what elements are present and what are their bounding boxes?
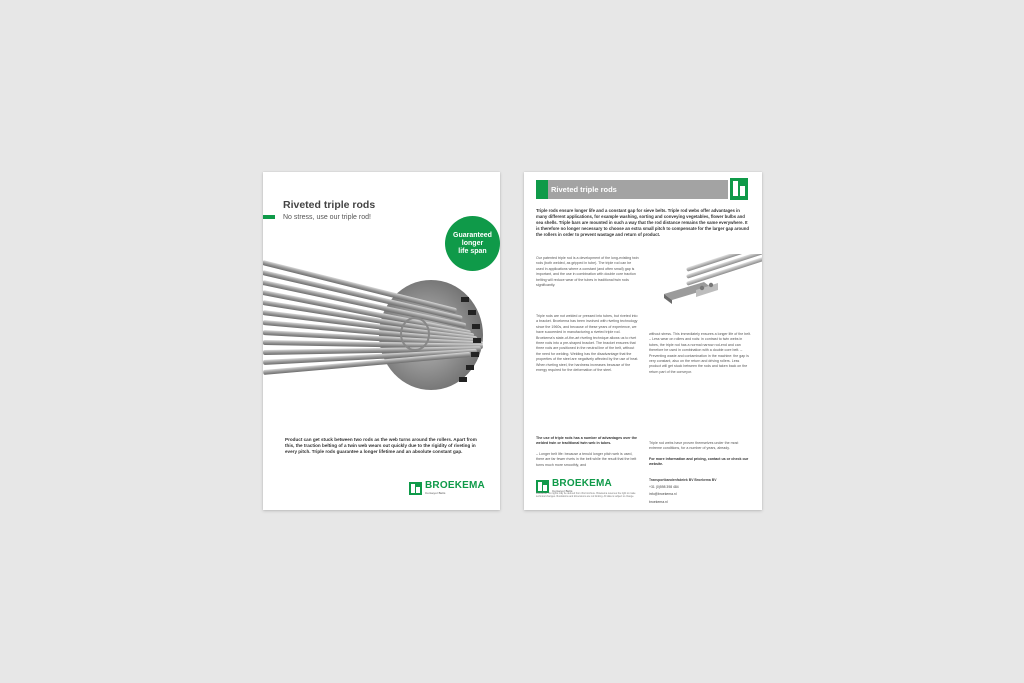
guarantee-badge xyxy=(445,216,500,271)
front-page xyxy=(263,172,500,510)
front-title: Riveted triple rods xyxy=(283,199,376,211)
badge-line-3: life span xyxy=(458,247,487,255)
conveyor-belt-illustration xyxy=(263,252,500,392)
body-column-1 xyxy=(536,256,639,293)
paragraph: without stress. This immediately ensures a longer life of the belt. – Less wear on rollers and rods: in contrast to twin webs in tubes, the triple rod has a normal narrow rod-end and can therefore be used in combination with a double core belt. – Preventing waste and contamination in the machine: the gap is very constant, also on the return and driving rollers. Less product will get stuck between the rods and taken back on the return part of the conveyor. xyxy=(649,332,752,374)
logo-tagline: Conveyor Belts xyxy=(425,491,446,495)
logo-wordmark: BROEKEMA xyxy=(552,478,612,489)
front-subtitle: No stress, use our triple rod! xyxy=(283,214,371,221)
broekema-logo xyxy=(409,481,485,495)
triple-rod-illustration xyxy=(656,254,762,314)
broekema-logo-icon xyxy=(409,482,422,495)
broekema-logo-icon xyxy=(536,480,549,493)
front-body-text: Product can get stuck between two rods as the web turns around the rollers. Apart from this, the traction belting of a twin web wears out quickly due to the rigidity of riveting in every pitch. Triple rods guarantee a longer lifetime and an absolute constant gap. xyxy=(285,437,477,455)
body-column-4 xyxy=(649,332,751,380)
paragraph: Our patented triple rod is a development of the long-existing twin rods (both welded, as gripped in tube). The triple rod can be used in applications where a constant (and often small) gap is important, and the use in combination with double core traction belting will reduce wear of the tubes in traditional twin rods significantly. xyxy=(536,256,639,288)
paragraph: Triple rods are not welded or pressed into tubes, but riveted into a bracket. Broekema has been involved with riveting technology since the 1960s, and because of these years of experience, we have succeeded in manufacturing a riveted triple rod. Broekema's state-of-the-art riveting technique allows us to rivet three rods into a pre-shaped bracket. The bracket ensures that three rods are positioned in the neutral line of the belt, without the need for welding. Welding has the disadvantage that the properties of the steel are negatively affected by the use of heat. When riveting steel, the hardness increases because of the energy required for the deformation of the steel. xyxy=(536,314,639,373)
paragraph: Triple rod webs have proven themselves under the most extreme conditions, for a number of years, already. xyxy=(649,441,739,451)
back-title: Riveted triple rods xyxy=(551,185,617,194)
disclaimer-text: Disclaimer: No rights may be derived from this brochure. Broekema reserves the right to make technical changes. Illustrations and dimensions are not binding. All data is subject to change. xyxy=(536,492,636,499)
company-name: Transportbandenfabriek BV Broekema BV xyxy=(649,478,717,482)
website-link[interactable]: broekema.nl xyxy=(649,499,668,504)
paragraph: – Longer belt life: because a tenuld longer pitch web is used, there are far fewer rivets in the belt while the result that the belt turns much more smoothly, and xyxy=(536,451,637,467)
contact-block xyxy=(649,477,716,506)
green-accent-bar xyxy=(263,215,275,219)
logo-wordmark: BROEKEMA xyxy=(425,480,485,491)
broekema-logo xyxy=(536,479,612,493)
body-column-2 xyxy=(536,314,639,378)
contact-call-to-action: For more information and pricing, contact us or check our website. xyxy=(649,456,749,467)
body-column-3 xyxy=(536,436,639,473)
back-page xyxy=(524,172,762,510)
logo-tagline: Conveyor Belts xyxy=(552,489,573,493)
email-address[interactable]: info@broekema.nl xyxy=(649,492,677,497)
phone-number[interactable]: +31 (0)598 398 484 xyxy=(649,485,679,490)
broekema-logo-icon xyxy=(730,178,748,200)
body-column-5 xyxy=(649,441,751,473)
advantages-heading: The use of triple rods has a number of advantages over the welded twin or traditional twin web in tubes. xyxy=(536,436,638,446)
badge-line-1: Guaranteed xyxy=(453,231,492,239)
intro-paragraph: Triple rods ensure longer life and a constant gap for sieve belts. Triple rod webs offer advantages in many different applications, for example washing, sorting and conveying vegetables, flower bulbs and sea shells. Triple bars are mounted in such a way that the rod distance remains the same everywhere. It is therefore no longer necessary to choose an extra small pitch to compensate for the larger gap around the rollers in order to prevent wastage and return of product. xyxy=(536,208,749,238)
header-green-block xyxy=(536,180,548,199)
badge-line-2: longer xyxy=(461,239,484,247)
